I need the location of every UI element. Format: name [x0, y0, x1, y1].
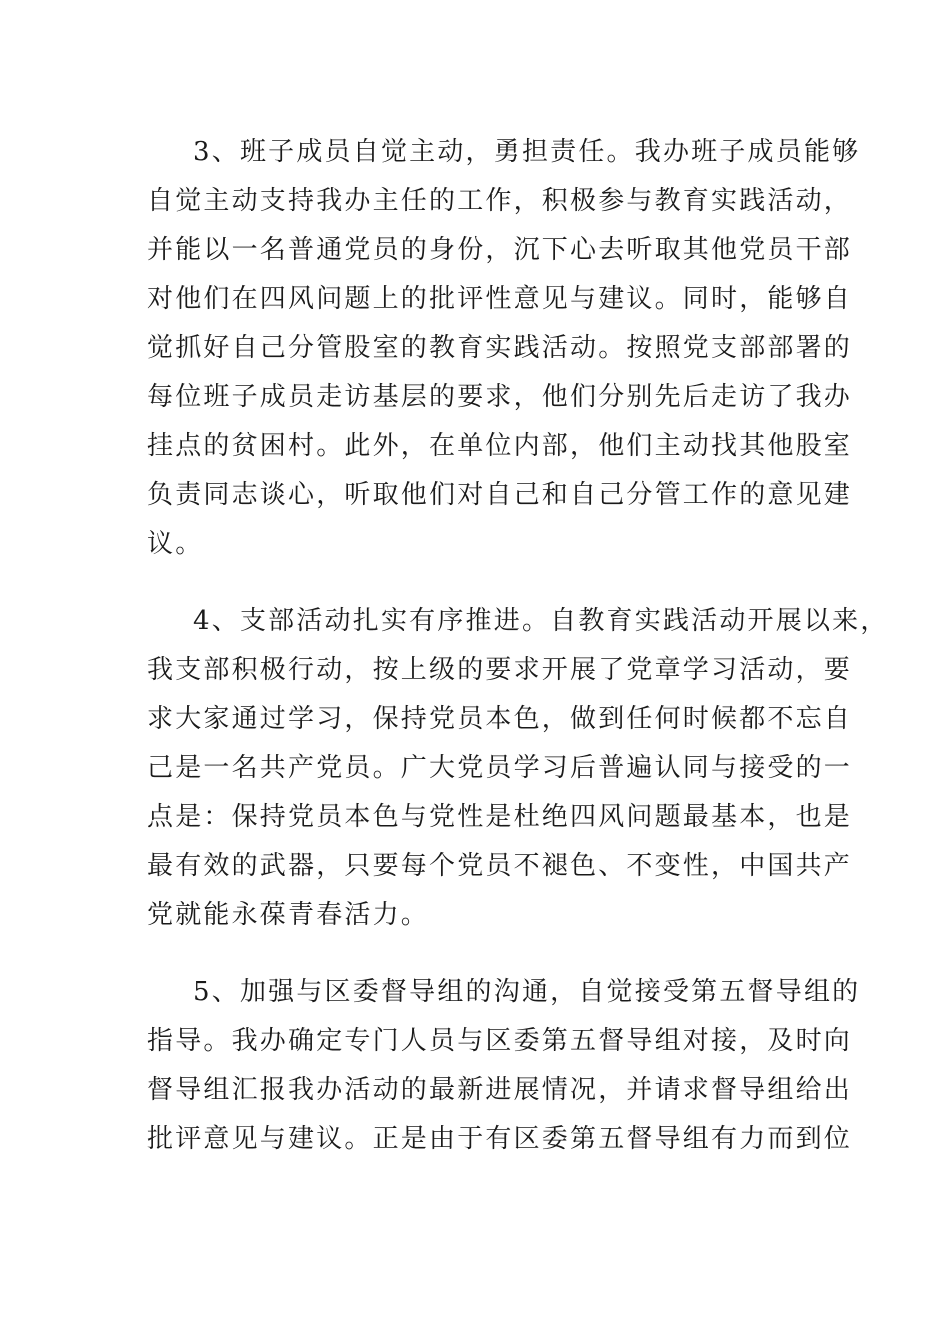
text-line: 4、支部活动扎实有序推进。自教育实践活动开展以来，	[193, 606, 889, 636]
text-line: 最有效的武器，只要每个党员不褪色、不变性，中国共产	[147, 851, 853, 881]
text-line: 并能以一名普通党员的身份，沉下心去听取其他党员干部	[147, 235, 853, 265]
text-line: 我支部积极行动，按上级的要求开展了党章学习活动，要	[147, 655, 853, 685]
text-line: 督导组汇报我办活动的最新进展情况，并请求督导组给出	[147, 1075, 853, 1105]
text-line: 5、加强与区委督导组的沟通，自觉接受第五督导组的	[193, 977, 861, 1007]
text-line: 批评意见与建议。正是由于有区委第五督导组有力而到位	[147, 1124, 853, 1154]
text-line: 觉抓好自己分管股室的教育实践活动。按照党支部部署的	[147, 333, 853, 363]
text-line: 3、班子成员自觉主动，勇担责任。我办班子成员能够	[193, 137, 861, 167]
text-line: 党就能永葆青春活力。	[147, 900, 430, 930]
text-line: 求大家通过学习，保持党员本色，做到任何时候都不忘自	[147, 704, 853, 734]
text-line: 指导。我办确定专门人员与区委第五督导组对接，及时向	[147, 1026, 853, 1056]
text-line: 自觉主动支持我办主任的工作，积极参与教育实践活动，	[147, 186, 853, 216]
text-line: 议。	[147, 529, 204, 559]
text-line: 负责同志谈心，听取他们对自己和自己分管工作的意见建	[147, 480, 853, 510]
text-line: 每位班子成员走访基层的要求，他们分别先后走访了我办	[147, 382, 853, 412]
text-line: 挂点的贫困村。此外，在单位内部，他们主动找其他股室	[147, 431, 853, 461]
text-line: 点是：保持党员本色与党性是杜绝四风问题最基本，也是	[147, 802, 853, 832]
text-line: 己是一名共产党员。广大党员学习后普遍认同与接受的一	[147, 753, 853, 783]
text-line: 对他们在四风问题上的批评性意见与建议。同时，能够自	[147, 284, 853, 314]
